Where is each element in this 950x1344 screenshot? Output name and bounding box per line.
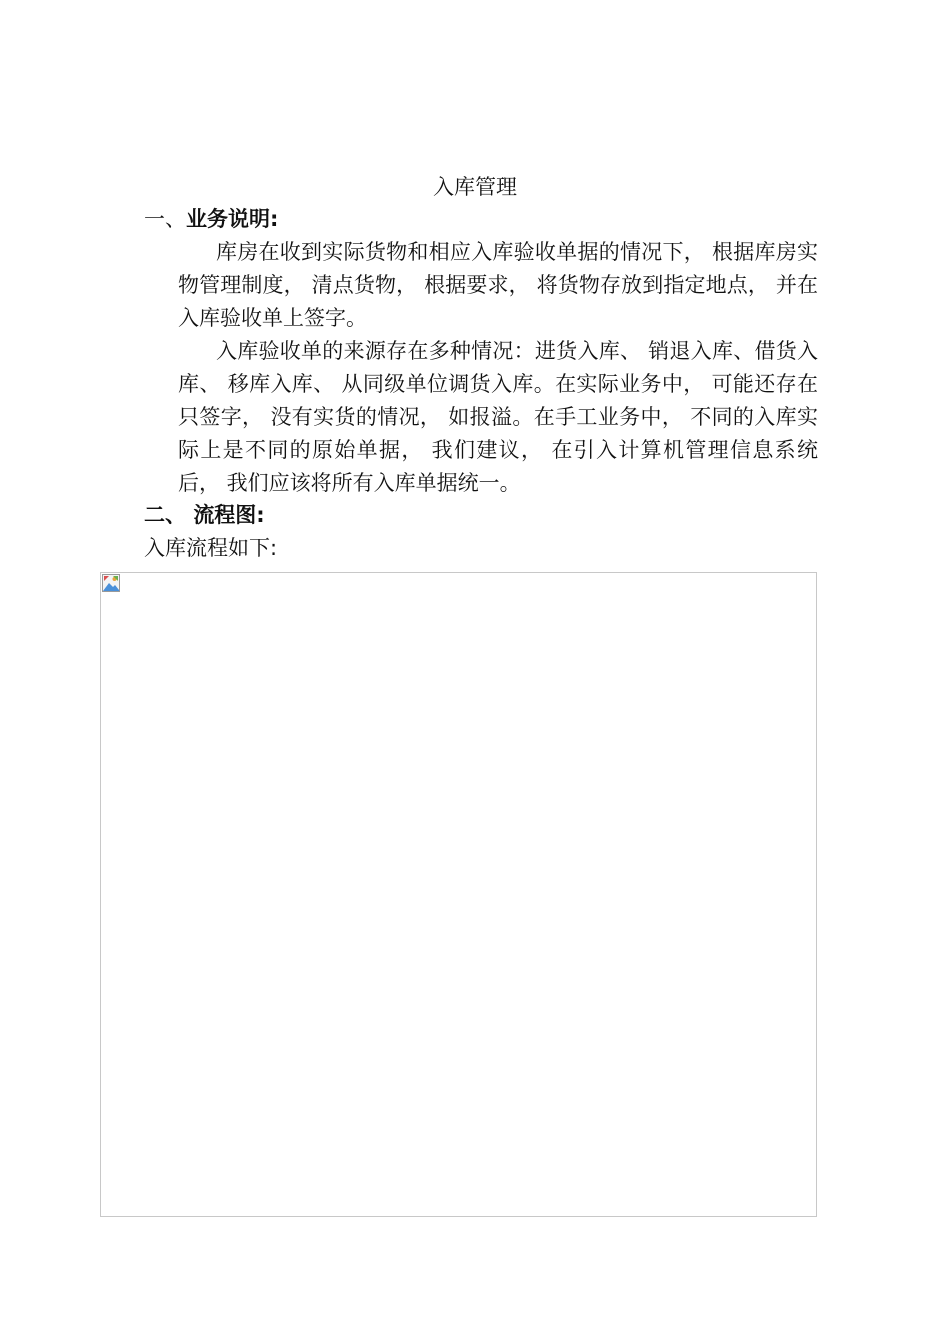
section-number: 一、 (144, 207, 186, 231)
broken-image-icon (102, 574, 120, 592)
section-heading-flowchart (144, 500, 265, 530)
paragraph-receiving: 库房在收到实际货物和相应入库验收单据的情况下， 根据库房实物管理制度， 清点货物， 根据要求， 将货物存放到指定地点， 并在入库验收单上签字。 (178, 240, 818, 330)
paragraph-sources: 入库验收单的来源存在多种情况：进货入库、 销退入库、借货入库、 移库入库、 从同级单位调货入库。在实际业务中， 可能还存在只签字， 没有实货的情况， 如报溢。在手工业务中， 不同的入库实际上是不同的原始单据， 我们建议， 在引入计算机管理信息系统后， 我们应该将所有入库单据统一。 (178, 339, 818, 495)
section-heading-business (144, 204, 278, 234)
document-title: 入库管理 (433, 175, 517, 199)
flowchart-image-placeholder (100, 572, 817, 1217)
section-number: 二、 (144, 503, 194, 527)
section-heading-text: 业务说明: (186, 207, 279, 231)
section-heading-text: 流程图: (193, 503, 265, 527)
flow-intro-text: 入库流程如下: (144, 536, 278, 560)
